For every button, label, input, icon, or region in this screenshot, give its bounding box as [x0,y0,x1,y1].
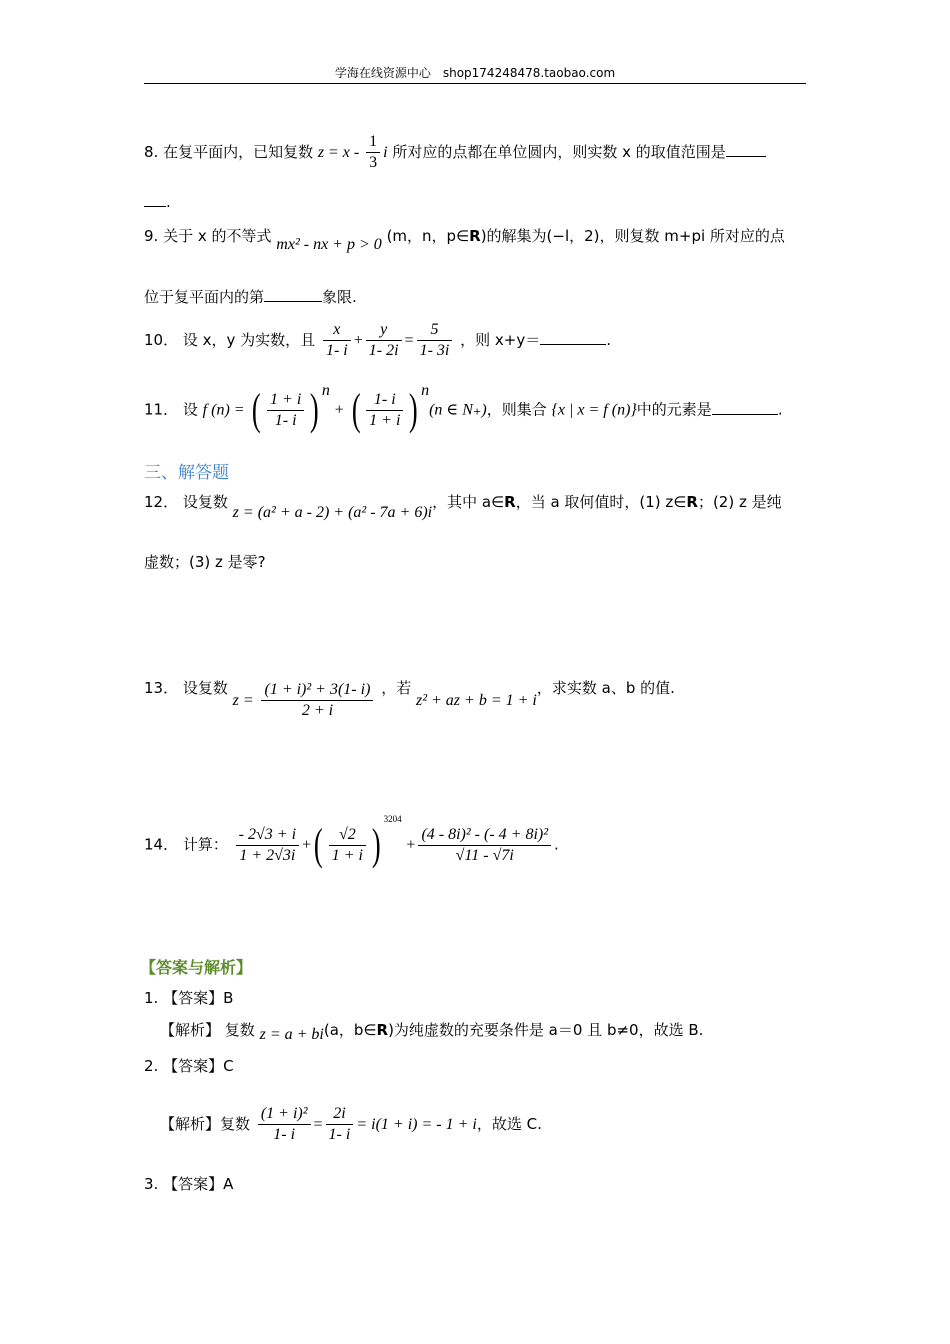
q11-a-den: 1- i [274,411,297,429]
q8-blank-2 [144,190,166,207]
q8-fraction [366,132,380,173]
q8-frac-den: 3 [369,154,378,171]
q14-exp: 3204 [383,813,402,824]
q14-frac-2 [329,825,366,866]
q11-a-num: 1 + i [267,390,304,411]
q10-f1-num: x [323,320,351,341]
question-9 [144,226,785,253]
q11-plus: + [334,401,344,419]
q8-post: 所对应的点都在单位圆内，则实数 x 的取值范围是 [392,143,726,161]
q9-cond: (m，n，p∈ [386,227,470,245]
q11-end: . [777,400,783,419]
a2-f2-num: 2i [326,1104,354,1125]
q8-blank [726,140,766,157]
q11-frac-a [267,390,304,431]
q14-f3-num: (4 - 8i)² - (- 4 + 8i)² [418,825,551,846]
a2-label: 【答案】C [163,1057,234,1075]
q10-frac-1 [323,320,351,361]
q10-f2-den: 1- 2i [368,342,399,359]
q13-z: z = [232,692,254,709]
q11-number: 11． [144,400,179,419]
page-header: 学海在线资源中心 shop174248478.taobao.com [334,66,616,80]
q12-R: R [504,493,516,511]
q14-end: . [554,835,559,854]
q14-pre: 计算： [182,835,228,854]
question-12 [144,492,782,521]
a1-exp-expr: z = a + bi [259,1026,324,1043]
q10-f3-num: 5 [417,320,453,341]
q10-number: 10． [144,331,179,349]
q12-expr: z = (a² + a - 2) + (a² - 7a + 6)i [232,504,433,521]
q11-b-num: 1- i [366,390,403,411]
a3-number: 3. [144,1175,159,1193]
q14-f1-num: - 2√3 + i [236,825,299,846]
q11-exp-b: n [421,381,430,399]
q10-end: . [606,331,612,349]
question-9-line2 [144,285,357,307]
a2-f2-den: 1- i [328,1126,351,1143]
a1-label: 【答案】B [163,989,234,1007]
q10-frac-2 [366,320,402,361]
a2-f1-num: (1 + i)² [258,1104,311,1125]
q8-cont: . [166,193,171,211]
a2-eq: = [313,1116,323,1133]
q10-blank [540,328,606,345]
q10-f2-num: y [366,320,402,341]
q8-minus: - [349,144,364,161]
q10-f3-den: 1- 3i [419,342,450,359]
q11-cond: (n ∈ N₊) [429,401,487,419]
q14-frac-3 [418,825,551,866]
q10-pre: 设 x，y 为实数，且 [182,331,316,349]
q10-plus: + [353,332,363,349]
a2-exp-label: 【解析】 [160,1115,221,1133]
a2-f1-den: 1- i [273,1126,296,1143]
question-12-line2: 虚数；(3) z 是零? [144,553,266,571]
q13-num: (1 + i)² + 3(1- i) [261,680,373,701]
question-8-cont [144,190,171,212]
q14-plus: + [302,836,312,854]
q10-frac-3 [417,320,453,361]
a2-exp-post: ，故选 C. [476,1115,542,1133]
q12-pre: 设复数 [182,493,228,511]
q11-frac-b [366,390,403,431]
a3-label: 【答案】A [163,1175,234,1193]
q10-eq: = [404,332,414,349]
a1-exp-cond: (a，b∈ [323,1021,377,1039]
q12-number: 12． [144,493,179,511]
q9-R: R [469,227,481,245]
answer-3 [144,1174,233,1194]
q8-x: x [342,144,350,161]
q13-post: ，求实数 a、b 的值. [536,679,675,697]
a1-exp-pre: 复数 [224,1021,255,1039]
q9-pre: 关于 x 的不等式 [163,227,272,245]
q12-R2: R [686,493,698,511]
answer-1-explanation [160,1020,703,1041]
q11-post: 中的元素是 [636,400,712,419]
header-divider [144,83,806,84]
q10-f1-den: 1- i [325,342,348,359]
q14-frac-1 [236,825,299,866]
q14-plus2: + [406,836,416,854]
a2-frac-1 [258,1104,311,1145]
q11-paren-close-a: ) [310,385,319,434]
section-heading: 三、解答题 [144,463,229,483]
q9-blank [264,285,322,302]
q8-pre: 在复平面内，已知复数 [163,143,314,161]
q14-f3-den: √11 - √7i [455,846,514,864]
q14-paren-open: ( [313,820,323,869]
q13-mid: ，若 [381,679,412,697]
q11-blank [712,398,778,415]
answers-title: 【答案与解析】 [140,958,253,977]
q8-number: 8. [144,143,159,161]
q14-number: 14． [144,835,179,854]
q11-set: {x | x = f (n)} [551,401,637,419]
question-14 [144,813,559,869]
answer-1 [144,988,233,1008]
question-11 [144,381,783,434]
q11-paren-open-b: ( [351,385,361,434]
q12-post3: ；(2) z 是纯 [697,493,782,511]
q14-f2-num: √2 [329,825,366,846]
answer-2-explanation [160,1104,542,1145]
q8-frac-num: 1 [366,132,380,153]
q13-pre: 设复数 [182,679,228,697]
a2-rest: = i(1 + i) = - 1 + i [356,1116,477,1133]
q11-pre: 设 [182,400,198,419]
question-10 [144,320,611,361]
q14-f1-den: 1 + 2√3i [239,846,296,864]
q9-line2-post: 象限. [322,288,357,306]
a2-number: 2. [144,1057,159,1075]
q11-paren-open-a: ( [252,385,262,434]
a1-number: 1. [144,989,159,1007]
q8-z: z [317,144,325,161]
q8-i: i [383,144,388,161]
q10-post: ，则 x+y＝ [460,331,541,349]
q12-post2: ，当 a 取何值时，(1) z∈ [515,493,687,511]
q11-mid: ，则集合 [486,400,547,419]
q13-den: 2 + i [301,702,334,719]
a1-exp-post: )为纯虚数的充要条件是 a＝0 且 b≠0，故选 B. [388,1021,704,1039]
question-13 [144,668,675,719]
q9-post: 的解集为(−l，2)，则复数 m+pi 所对应的点 [486,227,785,245]
q13-number: 13． [144,679,179,697]
a1-R: R [376,1021,389,1039]
q11-paren-close-b: ) [409,385,419,434]
q9-line2-pre: 位于复平面内的第 [144,288,265,306]
q13-expr: z² + az + b = 1 + i [415,692,537,709]
q9-number: 9. [144,227,159,245]
answer-2 [144,1056,234,1076]
q13-fraction [261,680,373,721]
q14-f2-den: 1 + i [331,846,363,864]
a2-frac-2 [326,1104,354,1145]
question-8 [144,132,766,173]
q12-post: ，其中 a∈ [432,493,505,511]
q11-fn: f (n) = [202,401,245,419]
a2-exp-pre: 复数 [220,1115,251,1133]
q8-eq: = [328,144,338,161]
q14-paren-close: ) [371,820,381,869]
q11-exp-a: n [321,381,330,399]
q11-b-den: 1 + i [369,411,401,429]
a1-exp-label: 【解析】 [160,1021,221,1039]
q9-cond-end: ) [480,227,487,245]
q9-expr: mx² - nx + p > 0 [276,236,382,253]
